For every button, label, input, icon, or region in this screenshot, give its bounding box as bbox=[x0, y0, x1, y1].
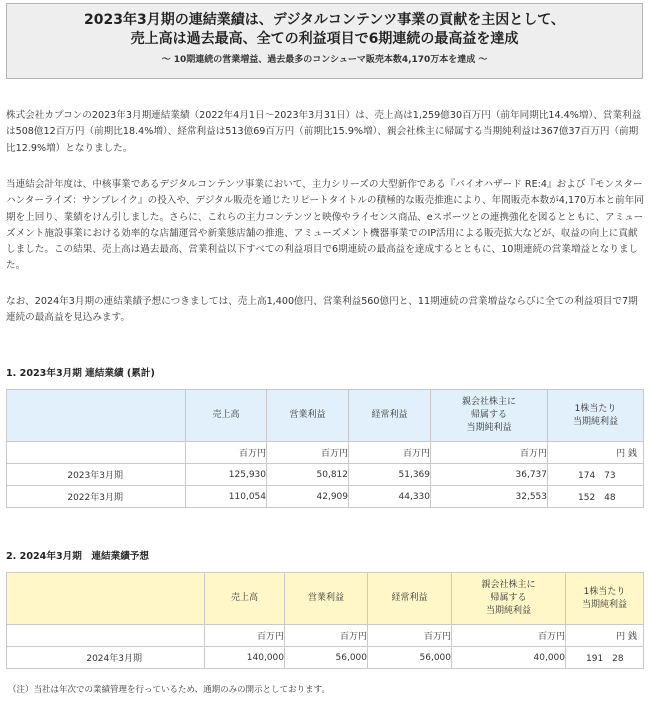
section-title-forecast: 2. 2024年3月期 連結業績予想 bbox=[6, 551, 149, 562]
value-cell: 51,369 bbox=[349, 464, 431, 486]
header-cell: 営業利益 bbox=[267, 390, 349, 442]
row-label: 2022年3月期 bbox=[7, 486, 186, 508]
value-cell: 125,930 bbox=[186, 464, 267, 486]
unit-cell: 円 銭 bbox=[566, 625, 644, 647]
value-cell: 110,054 bbox=[186, 486, 267, 508]
unit-cell: 百万円 bbox=[431, 442, 548, 464]
unit-cell: 百万円 bbox=[267, 442, 349, 464]
header-cell: 親会社株主に 帰属する 当期純利益 bbox=[452, 573, 566, 625]
value-cell: 36,737 bbox=[431, 464, 548, 486]
forecast-table bbox=[6, 572, 644, 669]
value-cell: 140,000 bbox=[205, 647, 285, 669]
value-cell: 191 28 bbox=[566, 647, 644, 669]
paragraph-results: 株式会社カプコンの2023年3月期連結業績（2022年4月1日～2023年3月31日）は、売上高は1,259億30百万円（前年同期比14.4%増）、営業利益は508億12百万円（前期比18.4%増）、経常利益は513億69百万円（前期比15.9%増）、親会社株主に帰属する当期純利益は367億37百万円（前期比12.9%増）となりました。 bbox=[6, 110, 642, 154]
unit-cell bbox=[7, 625, 205, 647]
header-cell bbox=[7, 390, 186, 442]
value-cell: 32,553 bbox=[431, 486, 548, 508]
forecast-unit-row bbox=[7, 625, 644, 647]
value-cell: 152 48 bbox=[548, 486, 644, 508]
header-cell: 親会社株主に 帰属する 当期純利益 bbox=[431, 390, 548, 442]
header-cell: 売上高 bbox=[186, 390, 267, 442]
value-cell: 50,812 bbox=[267, 464, 349, 486]
paragraph-forecast: なお、2024年3月期の連結業績予想につきましては、売上高1,400億円、営業利益560億円と、11期連続の営業増益ならびに全ての利益項目で7期連続の最高益を見込みます。 bbox=[6, 296, 638, 324]
unit-cell: 百万円 bbox=[368, 625, 452, 647]
header-cell: 1株当たり 当期純利益 bbox=[566, 573, 644, 625]
unit-cell: 百万円 bbox=[349, 442, 431, 464]
paragraph-details: 当連結会計年度は、中核事業であるデジタルコンテンツ事業において、主力シリーズの大型新作である『バイオハザード RE:4』および『モンスターハンターライズ：サンブレイク』の投入や、デジタル販売を通じたリピートタイトルの積極的な販売推進により、年間販売本数が4,170万本と前年同期を上回り、業績をけん引しました。さらに、これらの主力コンテンツと映像やライセンス商品、eスポーツとの連携強化を図るとともに、アミューズメント施設事業における効率的な店舗運営や新業態店舗の推進、アミューズメント機器事業でのIP活用による販売拡大などが、収益の向上に貢献しました。この結果、売上高は過去最高、営業利益以下すべての利益項目で6期連続の最高益を達成するとともに、10期連続の営業増益となりました。 bbox=[6, 179, 644, 272]
headline-line-1: 2023年3月期の連結業績は、デジタルコンテンツ事業の貢献を主因として、 bbox=[84, 12, 565, 28]
forecast-header-row bbox=[7, 573, 644, 625]
headline-subtitle: ～ 10期連続の営業増益、過去最多のコンシューマ販売本数4,170万本を達成 ～ bbox=[161, 55, 488, 65]
unit-cell: 百万円 bbox=[186, 442, 267, 464]
headline-box bbox=[6, 3, 643, 79]
table-row bbox=[7, 464, 644, 486]
unit-cell: 百万円 bbox=[285, 625, 368, 647]
table-row bbox=[7, 647, 644, 669]
header-cell: 経常利益 bbox=[349, 390, 431, 442]
header-cell: 1株当たり 当期純利益 bbox=[548, 390, 644, 442]
value-cell: 42,909 bbox=[267, 486, 349, 508]
value-cell: 56,000 bbox=[368, 647, 452, 669]
value-cell: 56,000 bbox=[285, 647, 368, 669]
value-cell: 40,000 bbox=[452, 647, 566, 669]
results-table bbox=[6, 389, 644, 508]
results-unit-row bbox=[7, 442, 644, 464]
unit-cell: 百万円 bbox=[452, 625, 566, 647]
row-label: 2024年3月期 bbox=[7, 647, 205, 669]
value-cell: 44,330 bbox=[349, 486, 431, 508]
unit-cell: 百万円 bbox=[205, 625, 285, 647]
header-cell bbox=[7, 573, 205, 625]
header-cell: 経常利益 bbox=[368, 573, 452, 625]
headline-line-2: 売上高は過去最高、全ての利益項目で6期連続の最高益を達成 bbox=[130, 31, 519, 47]
section-title-results: 1. 2023年3月期 連結業績 (累計) bbox=[6, 368, 155, 379]
header-cell: 営業利益 bbox=[285, 573, 368, 625]
footnote: （注）当社は年次での業績管理を行っているため、通期のみの開示としております。 bbox=[8, 685, 330, 695]
unit-cell bbox=[7, 442, 186, 464]
row-label: 2023年3月期 bbox=[7, 464, 186, 486]
table-row bbox=[7, 486, 644, 508]
results-header-row bbox=[7, 390, 644, 442]
header-cell: 売上高 bbox=[205, 573, 285, 625]
unit-cell: 円 銭 bbox=[548, 442, 644, 464]
value-cell: 174 73 bbox=[548, 464, 644, 486]
